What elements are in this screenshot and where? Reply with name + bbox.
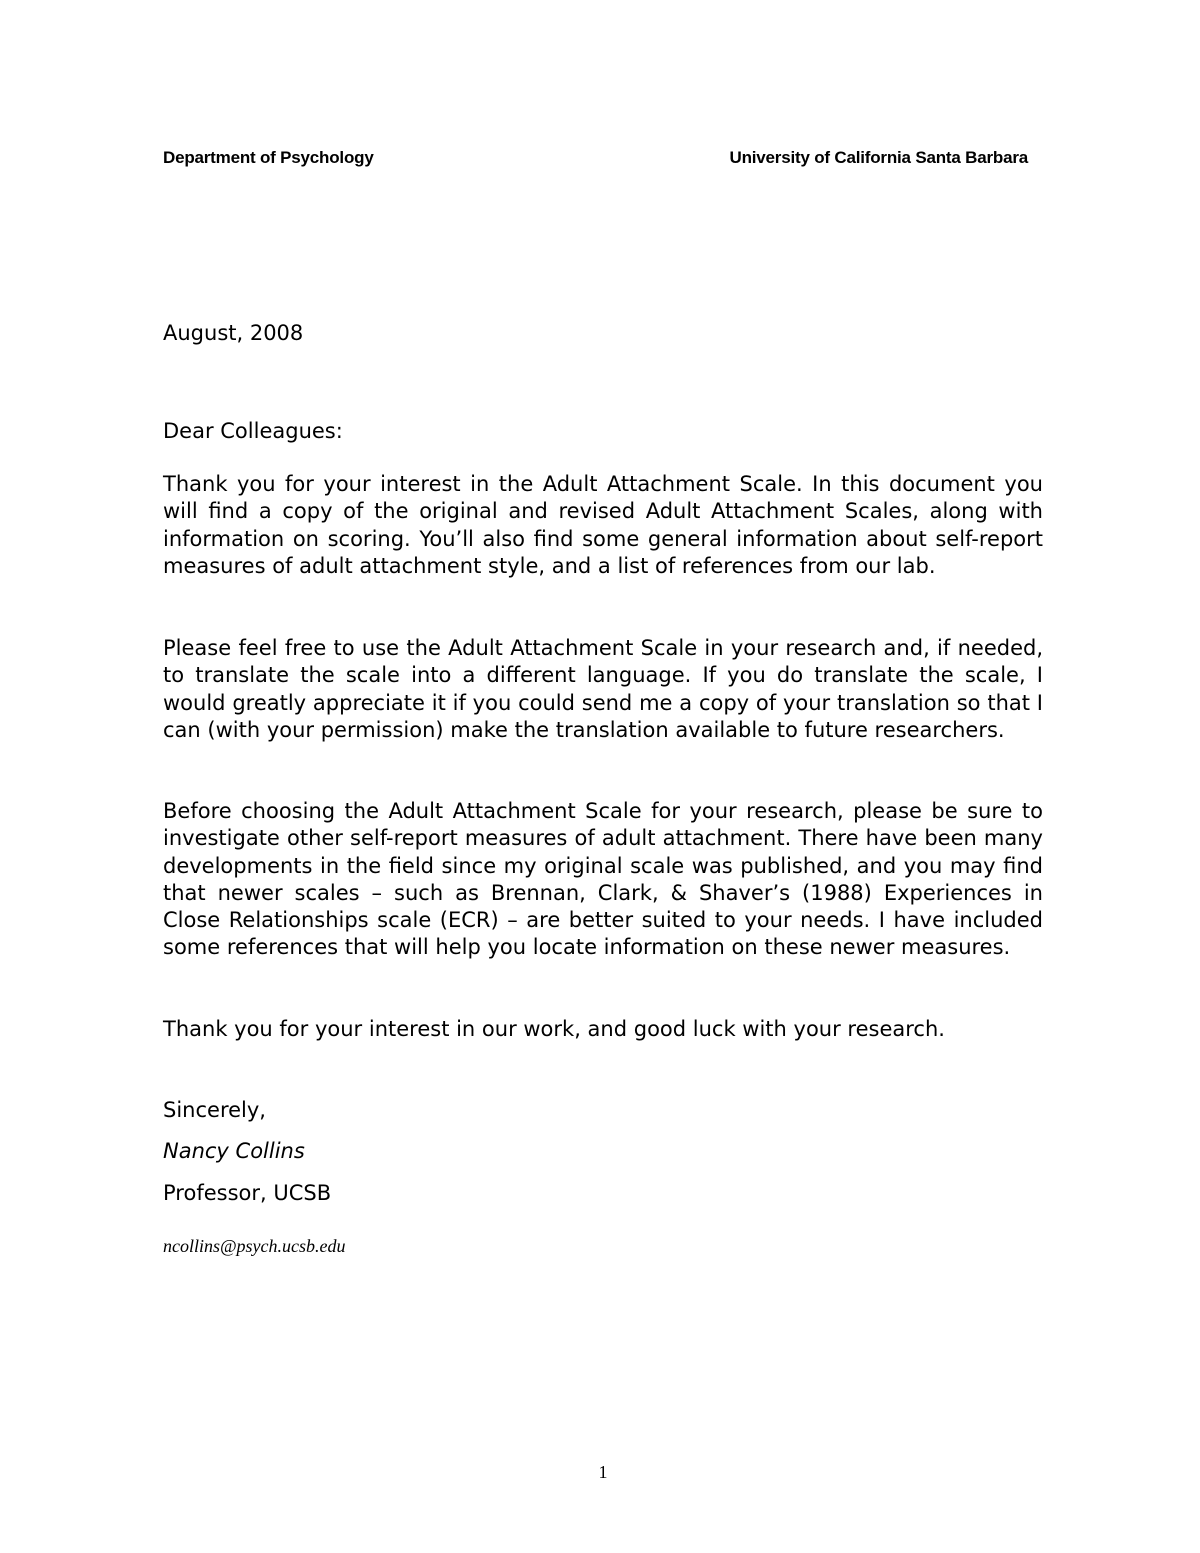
signature: Nancy Collins	[163, 1139, 305, 1163]
body-paragraph-2: Please feel free to use the Adult Attachment Scale in your research and, if needed, to translate the scale into a different language. If you do translate the scale, I would greatly appreciate it if you could send me a copy of your translation so that I can (with your permission) make the translation available to future researchers.	[163, 636, 1043, 742]
body-paragraph-1: Thank you for your interest in the Adult Attachment Scale. In this document you will find a copy of the original and revised Adult Attachment Scales, along with information on scoring. You’ll also find some general information about self-report measures of adult attachment style, and a list of references from our lab.	[163, 472, 1043, 578]
letter-date: August, 2008	[163, 321, 304, 345]
university-name: University of California Santa Barbara	[729, 148, 1028, 167]
body-paragraph-4: Thank you for your interest in our work, and good luck with your research.	[163, 1017, 945, 1041]
page-number: 1	[598, 1462, 608, 1482]
signer-title: Professor, UCSB	[163, 1181, 332, 1205]
closing: Sincerely,	[163, 1098, 266, 1122]
salutation: Dear Colleagues:	[163, 419, 343, 443]
letterhead	[163, 148, 1028, 174]
body-paragraph-3: Before choosing the Adult Attachment Scale for your research, please be sure to investigate other self-report measures of adult attachment. There have been many developments in the field since my original scale was published, and you may find that newer scales – such as Brennan, Clark, & Shaver’s (1988) Experiences in Close Relationships scale (ECR) – are better suited to your needs. I have included some references that will help you locate information on these newer measures.	[163, 799, 1043, 960]
department-name: Department of Psychology	[163, 148, 374, 167]
signer-email: ncollins@psych.ucsb.edu	[163, 1236, 346, 1256]
